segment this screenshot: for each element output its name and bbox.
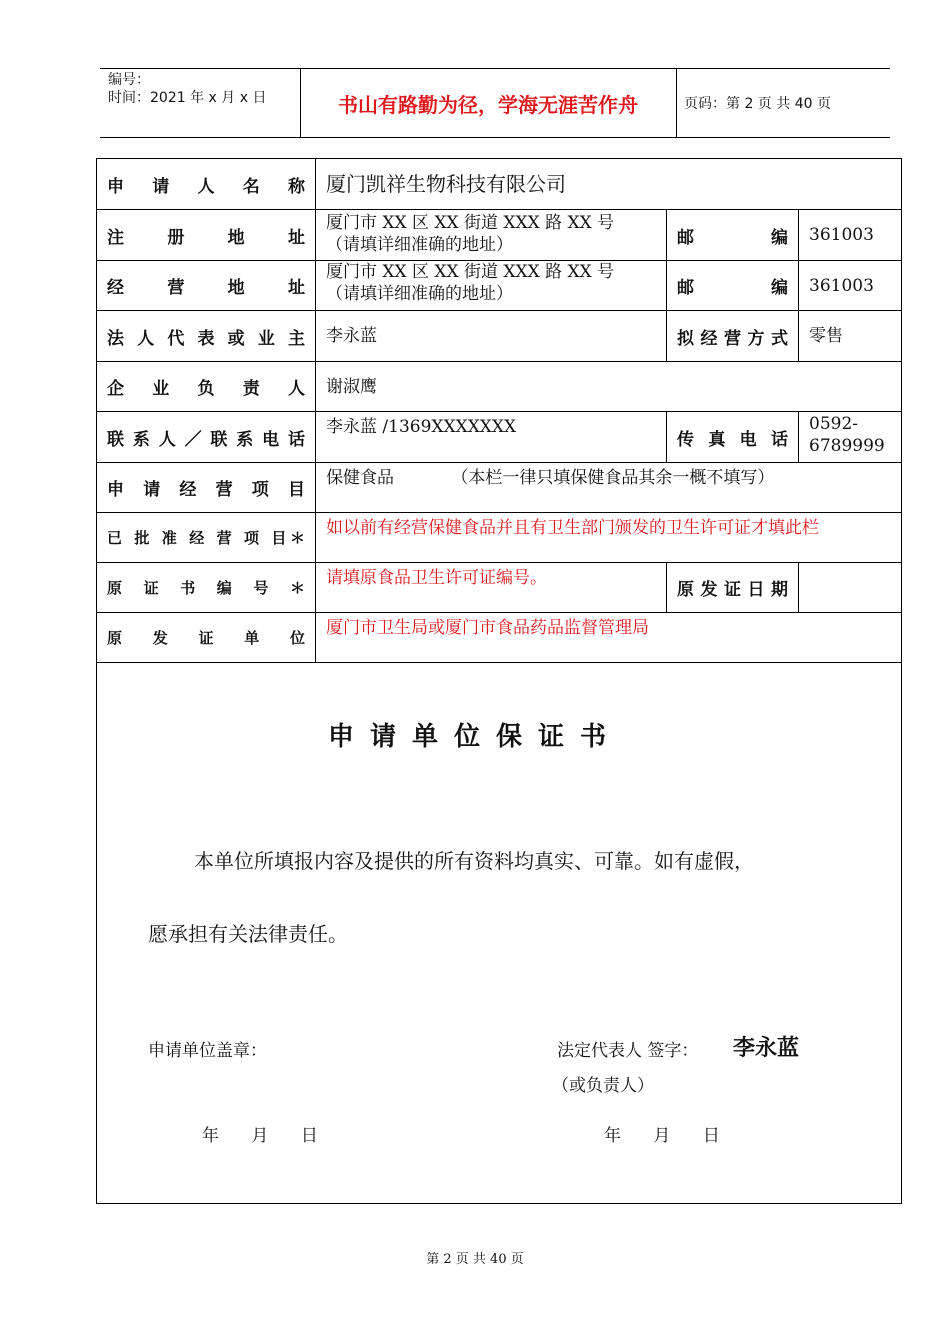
project-value (316, 463, 902, 512)
legal-representative-label: 法 人 代 表 或 业 主 (107, 328, 305, 349)
business-address-note: （请填详细准确的地址） (326, 284, 513, 304)
number-label: 编号： (108, 72, 150, 88)
guarantee-paragraph-1: 本单位所填报内容及提供的所有资料均真实、可靠。如有虚假， (194, 849, 754, 873)
registered-address-note: （请填详细准确的地址） (326, 235, 513, 255)
representative-signature: 李永蓝 (733, 1036, 800, 1061)
header-motto: 书山有路勤为径，学海无涯苦作舟 (338, 92, 638, 117)
issue-date-value (799, 563, 902, 612)
guarantee-title: 申请单位保证书 (327, 722, 622, 752)
business-address-label: 经 营 地 址 (107, 278, 305, 298)
header-page-info: 页码：第 2 页 共 40 页 (684, 96, 831, 112)
header-divider (676, 69, 677, 137)
business-mode-label: 拟 经 营 方 式 (677, 328, 788, 349)
registered-postcode-value: 361003 (809, 225, 874, 245)
time-label: 时间：2021 年 x 月 x 日 (108, 90, 267, 106)
seal-label: 申请单位盖章： (148, 1041, 267, 1061)
date-right: 年 月 日 (604, 1126, 720, 1146)
page-footer: 第 2 页 共 40 页 (426, 1252, 524, 1267)
page-header (100, 68, 890, 138)
registered-address-label: 注 册 地 址 (107, 227, 305, 248)
contact-value: 李永蓝 /1369XXXXXXX (326, 417, 517, 437)
issue-date-label: 原发证日期 (677, 580, 788, 600)
date-left: 年 月 日 (202, 1126, 318, 1146)
contact-label: 联系人／联系电话 (107, 429, 305, 450)
approved-project-value: 如以前有经营保健食品并且有卫生部门颁发的卫生许可证才填此栏 (326, 518, 819, 538)
business-address-value (316, 261, 666, 310)
representative-label: 法定代表人 签字： (557, 1041, 699, 1061)
fax-value-line2: 6789999 (809, 436, 885, 456)
applicant-name-value: 厦门凯祥生物科技有限公司 (326, 172, 566, 196)
fax-label: 传 真 电 话 (677, 429, 788, 450)
project-label: 申 请 经 营 项 目 (107, 480, 305, 500)
issuer-value: 厦门市卫生局或厦门市食品药品监督管理局 (326, 618, 649, 638)
registered-address-text: 厦门市 XX 区 XX 街道 XXX 路 XX 号 (326, 213, 615, 233)
or-responsible-person: （或负责人） (552, 1076, 654, 1096)
header-meta (108, 71, 266, 107)
manager-label: 企 业 负 责 人 (107, 379, 305, 399)
legal-representative-value: 李永蓝 (326, 326, 377, 346)
approved-project-label: 已 批 准 经 营 项 目＊ (107, 529, 305, 547)
issuer-label: 原 发 证 单 位 (107, 629, 305, 647)
postcode-label: 邮 编 (677, 227, 788, 248)
project-value-text: 保健食品 (326, 468, 394, 488)
business-address-text: 厦门市 XX 区 XX 街道 XXX 路 XX 号 (326, 262, 615, 282)
fax-value-line1: 0592- (809, 414, 859, 434)
postcode-label: 邮 编 (677, 278, 788, 298)
business-postcode-value: 361003 (809, 275, 874, 296)
header-divider (300, 69, 301, 137)
certificate-number-label: 原 证 书 编 号 ＊ (107, 579, 305, 597)
guarantee-paragraph-2: 愿承担有关法律责任。 (148, 922, 348, 946)
applicant-name-label: 申 请 人 名 称 (107, 176, 305, 197)
business-mode-value: 零售 (809, 326, 843, 346)
registered-address-value (316, 210, 666, 260)
project-note: （本栏一律只填保健食品其余一概不填写） (451, 468, 775, 488)
fax-value (799, 412, 902, 462)
manager-value: 谢淑鹰 (326, 376, 377, 397)
certificate-number-value: 请填原食品卫生许可证编号。 (326, 568, 547, 588)
